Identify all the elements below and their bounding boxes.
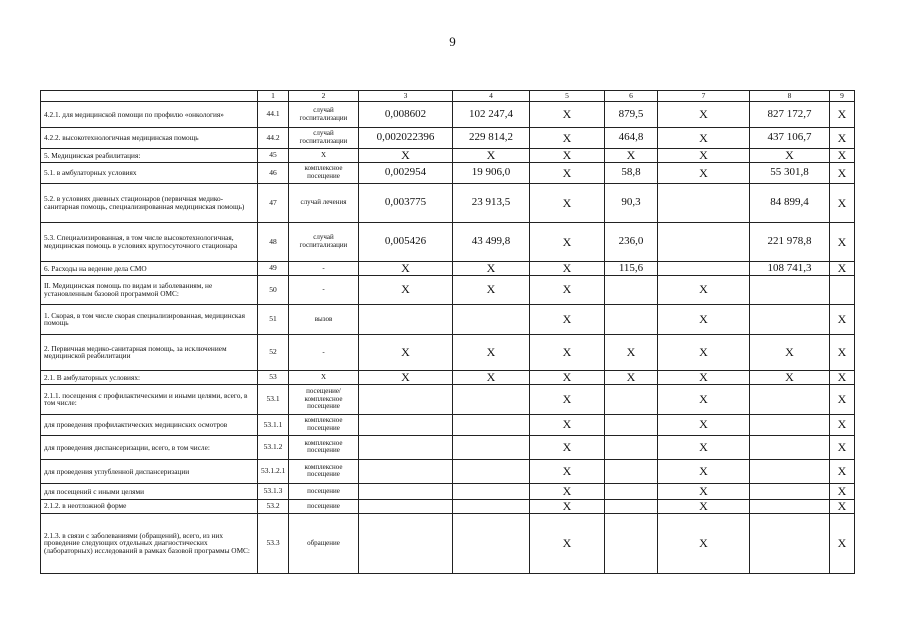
data-cell: 108 741,3 bbox=[750, 262, 830, 276]
data-cell bbox=[359, 513, 453, 573]
header-cell: 6 bbox=[605, 91, 658, 102]
data-cell: 0,008602 bbox=[359, 102, 453, 128]
data-cell: X bbox=[530, 370, 605, 384]
data-cell: X bbox=[750, 149, 830, 163]
data-cell: 44.1 bbox=[258, 102, 289, 128]
data-cell: X bbox=[830, 102, 855, 128]
data-cell: 48 bbox=[258, 223, 289, 262]
header-cell: 4 bbox=[453, 91, 530, 102]
data-cell bbox=[605, 459, 658, 483]
data-cell: X bbox=[530, 384, 605, 414]
table-row bbox=[41, 262, 855, 276]
table-row bbox=[41, 304, 855, 334]
data-cell bbox=[605, 499, 658, 513]
data-cell: X bbox=[453, 334, 530, 370]
header-cell-blank bbox=[41, 91, 258, 102]
data-cell: X bbox=[830, 370, 855, 384]
data-cell: X bbox=[530, 459, 605, 483]
header-cell: 2 bbox=[289, 91, 359, 102]
row-label-cell: 5.1. в амбулаторных условиях bbox=[41, 163, 258, 184]
data-cell: 53.1.2 bbox=[258, 435, 289, 459]
table-row bbox=[41, 513, 855, 573]
data-cell bbox=[830, 275, 855, 304]
data-cell: 102 247,4 bbox=[453, 102, 530, 128]
data-cell: комплексное посещение bbox=[289, 414, 359, 435]
data-cell: X bbox=[359, 275, 453, 304]
row-label-cell: для проведения углубленной диспансеризации bbox=[41, 459, 258, 483]
header-cell: 7 bbox=[658, 91, 750, 102]
data-cell bbox=[605, 513, 658, 573]
data-cell: X bbox=[530, 163, 605, 184]
data-cell: 43 499,8 bbox=[453, 223, 530, 262]
data-cell: X bbox=[530, 435, 605, 459]
data-cell: - bbox=[289, 262, 359, 276]
data-cell bbox=[750, 459, 830, 483]
data-cell bbox=[453, 513, 530, 573]
data-cell: - bbox=[289, 334, 359, 370]
data-cell: 53.1.2.1 bbox=[258, 459, 289, 483]
row-label-cell: для проведения профилактических медицинских осмотров bbox=[41, 414, 258, 435]
data-cell: 221 978,8 bbox=[750, 223, 830, 262]
data-cell: 53.1 bbox=[258, 384, 289, 414]
data-cell: 115,6 bbox=[605, 262, 658, 276]
data-cell: 50 bbox=[258, 275, 289, 304]
data-cell bbox=[359, 304, 453, 334]
data-cell: X bbox=[830, 414, 855, 435]
data-cell bbox=[605, 275, 658, 304]
data-cell: 52 bbox=[258, 334, 289, 370]
data-cell bbox=[453, 459, 530, 483]
data-cell: X bbox=[830, 513, 855, 573]
row-label-cell: 5. Медицинская реабилитация: bbox=[41, 149, 258, 163]
data-cell: 84 899,4 bbox=[750, 184, 830, 223]
table-row bbox=[41, 459, 855, 483]
data-cell: X bbox=[530, 483, 605, 499]
data-cell: X bbox=[830, 334, 855, 370]
data-cell: X bbox=[658, 459, 750, 483]
data-cell: 45 bbox=[258, 149, 289, 163]
data-cell: 49 bbox=[258, 262, 289, 276]
data-cell: X bbox=[830, 435, 855, 459]
data-cell: X bbox=[359, 334, 453, 370]
table-row bbox=[41, 483, 855, 499]
data-cell: посещение/ комплексное посещение bbox=[289, 384, 359, 414]
data-cell: посещение bbox=[289, 499, 359, 513]
data-cell: 23 913,5 bbox=[453, 184, 530, 223]
data-cell bbox=[605, 384, 658, 414]
data-cell: вызов bbox=[289, 304, 359, 334]
data-cell: 437 106,7 bbox=[750, 128, 830, 149]
data-cell: 879,5 bbox=[605, 102, 658, 128]
data-cell bbox=[750, 414, 830, 435]
data-cell: 46 bbox=[258, 163, 289, 184]
data-cell: X bbox=[289, 149, 359, 163]
data-cell: X bbox=[830, 499, 855, 513]
data-cell: X bbox=[658, 370, 750, 384]
data-cell bbox=[605, 483, 658, 499]
page-number: 9 bbox=[449, 34, 456, 49]
data-cell: X bbox=[658, 304, 750, 334]
data-cell: X bbox=[530, 223, 605, 262]
data-cell: X bbox=[530, 149, 605, 163]
data-cell: комплексное посещение bbox=[289, 459, 359, 483]
table-row bbox=[41, 128, 855, 149]
table-row bbox=[41, 275, 855, 304]
data-cell bbox=[750, 435, 830, 459]
header-cell: 3 bbox=[359, 91, 453, 102]
data-cell bbox=[359, 384, 453, 414]
header-cell: 1 bbox=[258, 91, 289, 102]
data-cell: X bbox=[830, 149, 855, 163]
data-cell: случай госпитализации bbox=[289, 128, 359, 149]
data-cell bbox=[453, 414, 530, 435]
row-label-cell: 2.1. В амбулаторных условиях: bbox=[41, 370, 258, 384]
data-cell: 53.1.1 bbox=[258, 414, 289, 435]
data-cell: 53.1.3 bbox=[258, 483, 289, 499]
row-label-cell: 2.1.3. в связи с заболеваниями (обращений), всего, из них проведение следующих отдельных диагностических (лабораторных) исследований в рамках базовой программы ОМС: bbox=[41, 513, 258, 573]
data-cell: X bbox=[530, 184, 605, 223]
data-cell: X bbox=[658, 483, 750, 499]
row-label-cell: 1. Скорая, в том числе скорая специализированная, медицинская помощь bbox=[41, 304, 258, 334]
row-label-cell: 2. Первичная медико-санитарная помощь, за исключением медицинской реабилитации bbox=[41, 334, 258, 370]
data-cell bbox=[658, 184, 750, 223]
data-cell: X bbox=[830, 384, 855, 414]
row-label-cell: 4.2.2. высокотехнологичная медицинская помощь bbox=[41, 128, 258, 149]
data-cell bbox=[453, 499, 530, 513]
data-cell: X bbox=[530, 102, 605, 128]
data-cell: X bbox=[830, 128, 855, 149]
table-row bbox=[41, 384, 855, 414]
data-cell: 0,005426 bbox=[359, 223, 453, 262]
data-cell: X bbox=[453, 262, 530, 276]
data-cell: X bbox=[530, 513, 605, 573]
data-cell: - bbox=[289, 275, 359, 304]
data-cell: 0,003775 bbox=[359, 184, 453, 223]
data-cell: X bbox=[658, 384, 750, 414]
row-label-cell: 6. Расходы на ведение дела СМО bbox=[41, 262, 258, 276]
data-cell: 47 bbox=[258, 184, 289, 223]
data-cell bbox=[359, 483, 453, 499]
data-cell: X bbox=[453, 275, 530, 304]
data-cell: 53.2 bbox=[258, 499, 289, 513]
table-row bbox=[41, 223, 855, 262]
data-cell: X bbox=[830, 483, 855, 499]
row-label-cell: для посещений с иными целями bbox=[41, 483, 258, 499]
data-cell: X bbox=[453, 149, 530, 163]
data-cell: X bbox=[830, 163, 855, 184]
data-cell: X bbox=[658, 102, 750, 128]
tariff-table bbox=[40, 90, 855, 574]
data-cell: 53 bbox=[258, 370, 289, 384]
data-cell: случай госпитализации bbox=[289, 223, 359, 262]
data-cell: X bbox=[658, 499, 750, 513]
row-label-cell: 5.2. в условиях дневных стационаров (первичная медико-санитарная помощь, специализированная медицинская помощь) bbox=[41, 184, 258, 223]
data-cell: X bbox=[530, 304, 605, 334]
data-cell: 0,002954 bbox=[359, 163, 453, 184]
data-cell bbox=[605, 304, 658, 334]
table-row bbox=[41, 435, 855, 459]
data-cell bbox=[605, 435, 658, 459]
data-cell bbox=[359, 499, 453, 513]
data-cell: X bbox=[658, 435, 750, 459]
row-label-cell: для проведения диспансеризации, всего, в том числе: bbox=[41, 435, 258, 459]
table-row bbox=[41, 334, 855, 370]
data-cell bbox=[658, 262, 750, 276]
data-cell: X bbox=[658, 513, 750, 573]
data-cell: X bbox=[359, 262, 453, 276]
table-row bbox=[41, 370, 855, 384]
data-cell: X bbox=[605, 149, 658, 163]
data-cell: X bbox=[658, 163, 750, 184]
header-cell: 8 bbox=[750, 91, 830, 102]
data-cell bbox=[750, 499, 830, 513]
row-label-cell: 2.1.2. в неотложной форме bbox=[41, 499, 258, 513]
table-row bbox=[41, 414, 855, 435]
data-cell: X bbox=[530, 334, 605, 370]
data-cell bbox=[359, 459, 453, 483]
data-cell: 19 906,0 bbox=[453, 163, 530, 184]
data-cell: комплексное посещение bbox=[289, 163, 359, 184]
data-cell: X bbox=[658, 149, 750, 163]
header-cell: 5 bbox=[530, 91, 605, 102]
data-cell bbox=[658, 223, 750, 262]
data-cell bbox=[750, 304, 830, 334]
data-cell: обращение bbox=[289, 513, 359, 573]
data-cell bbox=[605, 414, 658, 435]
data-cell: X bbox=[359, 149, 453, 163]
data-cell: посещение bbox=[289, 483, 359, 499]
table-row bbox=[41, 163, 855, 184]
data-cell: случай госпитализации bbox=[289, 102, 359, 128]
data-cell: X bbox=[830, 184, 855, 223]
data-cell: 90,3 bbox=[605, 184, 658, 223]
data-cell: X bbox=[830, 459, 855, 483]
data-cell: X bbox=[750, 334, 830, 370]
table-body bbox=[41, 91, 855, 574]
table-row bbox=[41, 149, 855, 163]
data-cell: 55 301,8 bbox=[750, 163, 830, 184]
table-row bbox=[41, 102, 855, 128]
data-cell: X bbox=[830, 304, 855, 334]
row-label-cell: 4.2.1. для медицинской помощи по профилю «онкология» bbox=[41, 102, 258, 128]
data-cell: 58,8 bbox=[605, 163, 658, 184]
data-cell: X bbox=[530, 499, 605, 513]
data-cell: 53.3 bbox=[258, 513, 289, 573]
data-cell bbox=[453, 435, 530, 459]
data-cell: 827 172,7 bbox=[750, 102, 830, 128]
data-cell: случай лечения bbox=[289, 184, 359, 223]
data-cell: X bbox=[453, 370, 530, 384]
data-cell bbox=[359, 435, 453, 459]
data-cell: X bbox=[658, 414, 750, 435]
data-cell bbox=[750, 513, 830, 573]
data-cell bbox=[359, 414, 453, 435]
table-row bbox=[41, 499, 855, 513]
row-label-cell: II. Медицинская помощь по видам и заболеваниям, не установленным базовой программой ОМС: bbox=[41, 275, 258, 304]
row-label-cell: 5.3. Специализированная, в том числе высокотехнологичная, медицинская помощь в условиях круглосуточного стационара bbox=[41, 223, 258, 262]
header-row bbox=[41, 91, 855, 102]
data-cell: X bbox=[530, 262, 605, 276]
data-cell bbox=[453, 483, 530, 499]
data-cell: X bbox=[658, 275, 750, 304]
data-cell: X bbox=[530, 275, 605, 304]
table-row bbox=[41, 184, 855, 223]
data-cell bbox=[750, 384, 830, 414]
data-cell: 51 bbox=[258, 304, 289, 334]
data-cell: X bbox=[359, 370, 453, 384]
data-cell: X bbox=[530, 414, 605, 435]
data-cell: 229 814,2 bbox=[453, 128, 530, 149]
data-cell: комплексное посещение bbox=[289, 435, 359, 459]
data-cell bbox=[750, 275, 830, 304]
data-cell: X bbox=[530, 128, 605, 149]
data-cell: X bbox=[605, 370, 658, 384]
data-cell bbox=[750, 483, 830, 499]
data-cell bbox=[453, 384, 530, 414]
data-cell: X bbox=[830, 262, 855, 276]
data-cell: 0,002022396 bbox=[359, 128, 453, 149]
data-cell: 44.2 bbox=[258, 128, 289, 149]
row-label-cell: 2.1.1. посещения с профилактическими и иными целями, всего, в том числе: bbox=[41, 384, 258, 414]
data-cell: X bbox=[830, 223, 855, 262]
data-cell: 236,0 bbox=[605, 223, 658, 262]
data-cell: 464,8 bbox=[605, 128, 658, 149]
header-cell: 9 bbox=[830, 91, 855, 102]
data-cell: X bbox=[289, 370, 359, 384]
data-cell bbox=[453, 304, 530, 334]
data-cell: X bbox=[658, 128, 750, 149]
data-cell: X bbox=[605, 334, 658, 370]
data-cell: X bbox=[658, 334, 750, 370]
data-cell: X bbox=[750, 370, 830, 384]
